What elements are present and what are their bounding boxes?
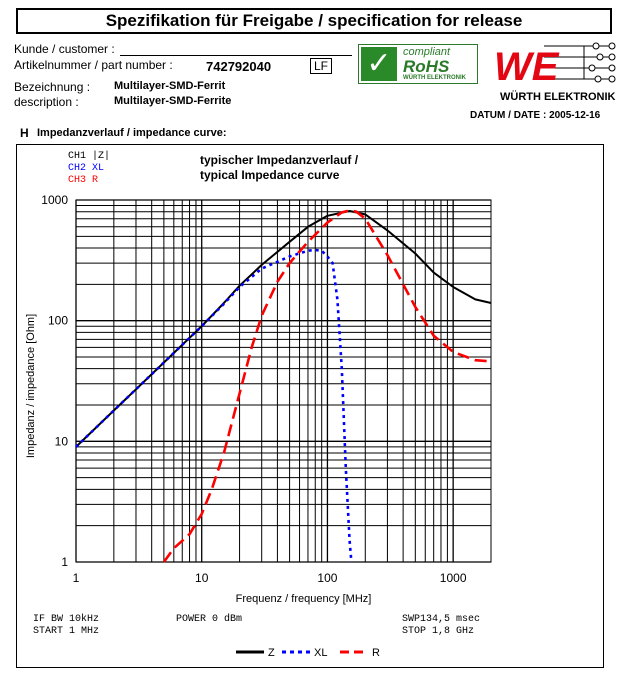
x-tick-label: 1	[72, 571, 80, 585]
description-value: Multilayer-SMD-Ferrite	[114, 95, 232, 107]
part-suffix-badge: LF	[310, 58, 332, 74]
legend-label-z: Z	[268, 647, 275, 659]
footer-swp: SWP134,5 msec	[402, 614, 481, 625]
x-tick-label: 10	[195, 571, 209, 585]
rohs-compliant-text: compliant	[403, 46, 451, 58]
y-tick-label: 1000	[41, 193, 68, 207]
x-tick-label: 100	[317, 571, 338, 585]
series-line-z	[76, 211, 491, 447]
designation-label: Bezeichnung :	[14, 80, 91, 94]
y-tick-label: 1	[61, 555, 68, 569]
description-label: description :	[14, 95, 79, 109]
part-number-label: Artikelnummer / part number :	[14, 58, 173, 72]
footer-start: START 1 MHz	[33, 626, 100, 637]
channel-2-label: CH2 XL	[68, 163, 105, 174]
rohs-sub-text: WÜRTH ELEKTRONIK	[403, 75, 466, 81]
rohs-text: RoHS	[403, 57, 450, 76]
footer-if-bw: IF BW 10kHz	[33, 614, 100, 625]
chart-title: typischer Impedanzverlauf /	[200, 153, 359, 167]
legend-label-xl: XL	[314, 647, 328, 659]
y-tick-label: 10	[54, 434, 68, 449]
we-logo-letters: WE	[494, 45, 559, 89]
y-tick-label: 100	[47, 313, 68, 328]
footer-stop: STOP 1,8 GHz	[402, 626, 475, 637]
document-title: Spezifikation für Freigabe / specification for release	[16, 8, 612, 34]
section-title: Impedanzverlauf / impedance curve:	[37, 127, 227, 139]
x-tick-label: 1000	[439, 571, 467, 585]
series-line-xl	[76, 250, 351, 562]
legend-label-r: R	[372, 647, 380, 659]
section-letter: H	[20, 126, 29, 140]
y-axis-label: Impedanz / impedance [Ohm]	[25, 313, 37, 459]
plot-border	[76, 200, 491, 562]
date-label: DATUM / DATE : 2005-12-16	[470, 110, 601, 121]
customer-label: Kunde / customer :	[14, 42, 115, 56]
x-axis-label: Frequenz / frequency [MHz]	[235, 593, 372, 605]
designation-value: Multilayer-SMD-Ferrit	[114, 80, 226, 92]
company-name: WÜRTH ELEKTRONIK	[500, 91, 616, 103]
rohs-check-icon: ✓	[361, 47, 397, 81]
chart-subtitle: typical Impedance curve	[200, 168, 340, 182]
part-number-value: 742792040	[206, 59, 272, 74]
footer-power: POWER 0 dBm	[176, 614, 243, 625]
channel-1-label: CH1 |Z|	[68, 151, 111, 162]
channel-3-label: CH3 R	[68, 175, 99, 186]
